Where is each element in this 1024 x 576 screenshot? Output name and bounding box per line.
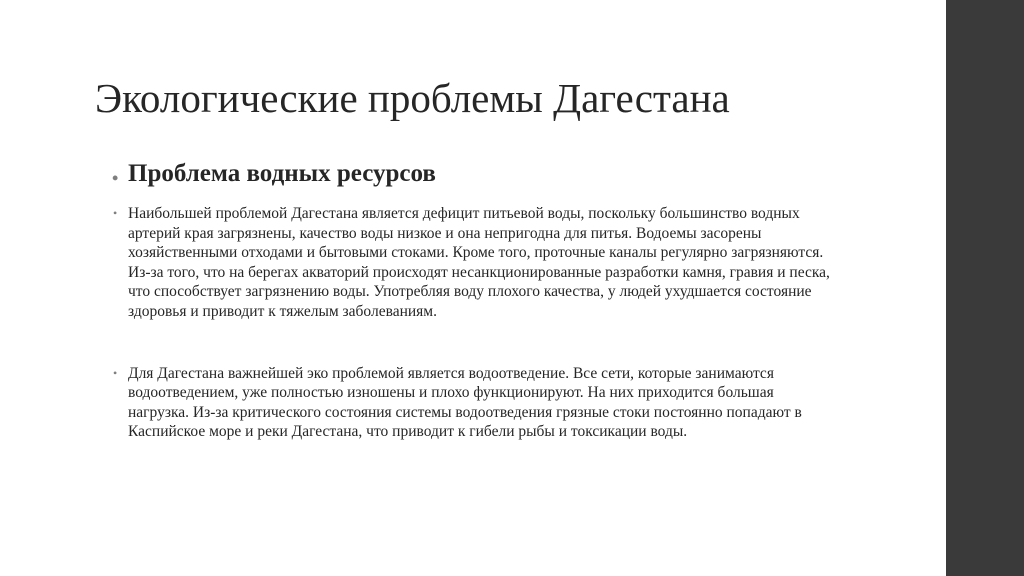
paragraph-bullet: [110, 364, 830, 442]
bullet-icon: •: [112, 168, 119, 188]
paragraph-bullet: [110, 204, 830, 322]
bullet-icon: •: [113, 206, 118, 220]
heading-bullet: [110, 158, 830, 190]
paragraph-text: Наибольшей проблемой Дагестана является дефицит питьевой воды, поскольку большинство водных артерий края загрязнены, качество воды низкое и она непригодна для питья. Водоемы засорены хозяйственными отходами и бытовыми стоками. Кроме того, проточные каналы регулярно загрязняются. Из-за того, что на берегах акваторий происходят несанкционированные разработки камня, гравия и песка, что способствует загрязнению воды. Употребляя воду плохого качества, у людей ухудшается состояние здоровья и приводит к тяжелым заболеваниям.: [128, 205, 830, 320]
slide-title: Экологические проблемы Дагестана: [95, 75, 730, 121]
side-bar: [946, 0, 1024, 576]
slide-content: [110, 158, 830, 442]
paragraph-text: Для Дагестана важнейшей эко проблемой является водоотведение. Все сети, которые занимаются водоотведением, уже полностью изношены и плохо функционируют. На них приходится большая нагрузка. Из-за критического состояния системы водоотведения грязные стоки постоянно попадают в Каспийское море и реки Дагестана, что приводит к гибели рыбы и токсикации воды.: [128, 364, 802, 441]
bullet-icon: •: [113, 365, 118, 380]
section-heading: Проблема водных ресурсов: [128, 160, 436, 187]
